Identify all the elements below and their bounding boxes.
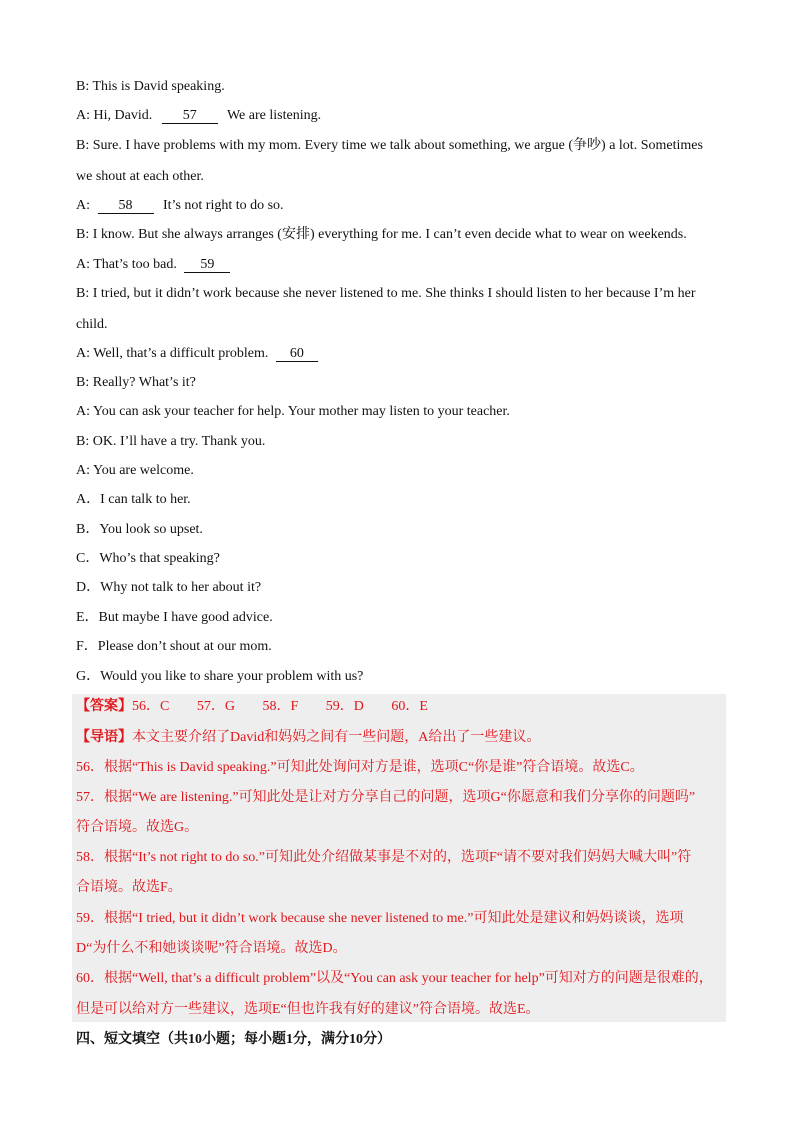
dialogue-text: child. [76, 317, 108, 332]
option-d: D．Why not talk to her about it? [76, 580, 262, 595]
explanation-line: 58．根据“It’s not right to do so.”可知此处介绍做某事是不对的，选项F“请不要对我们妈妈大喊大叫”符 [76, 850, 692, 865]
answer-item: 59．D [325, 699, 364, 714]
speaker: B: [76, 434, 90, 449]
explanation-line: D“为什么不和她谈谈呢”符合语境。故选D。 [76, 941, 347, 956]
speaker: B: [76, 286, 90, 301]
speaker: B: [76, 375, 90, 390]
dialogue-line [76, 107, 740, 125]
explanation-line: 但是可以给对方一些建议，选项E“但也许我有好的建议”符合语境。故选E。 [76, 1002, 540, 1017]
answer-item: 60．E [391, 699, 428, 714]
guide-tag: 【导语】 [76, 730, 132, 745]
dialogue-text: I tried, but it didn’t work because she never listened to me. She thinks I should listen to her because I’m her [92, 286, 696, 301]
speaker: B: [76, 79, 90, 94]
dialogue-text: This is David speaking. [92, 79, 225, 94]
dialogue-line [76, 226, 740, 244]
dialogue-line [76, 78, 740, 96]
option-g: G．Would you like to share your problem with us? [76, 669, 364, 684]
blank-57[interactable]: 57 [162, 108, 218, 124]
explanation-line: 60．根据“Well, that’s a difficult problem”以及“You can ask your teacher for help”可知对方的问题是很难的， [76, 971, 713, 986]
speaker: A: [76, 198, 90, 213]
speaker: A: [76, 404, 90, 419]
speaker: B: [76, 227, 90, 242]
blank-59[interactable]: 59 [184, 257, 230, 273]
dialogue-text: You are welcome. [92, 463, 194, 478]
dialogue-text: Well, that’s a difficult problem. [93, 346, 269, 361]
speaker: A: [76, 108, 90, 123]
dialogue-text: Really? What’s it? [92, 375, 196, 390]
answer-item: 58．F [262, 699, 299, 714]
speaker: B: [76, 138, 90, 153]
option-a: A．I can talk to her. [76, 492, 191, 507]
answer-item: 56．C [132, 699, 170, 714]
explanation-line: 56．根据“This is David speaking.”可知此处询问对方是谁，选项C“你是谁”符合语境。故选C。 [76, 760, 644, 775]
dialogue-text: That’s too bad. [93, 257, 177, 272]
guide-line [76, 729, 740, 747]
dialogue-line [76, 137, 740, 155]
dialogue-line [76, 345, 740, 363]
explanation-line: 符合语境。故选G。 [76, 820, 199, 835]
speaker: A: [76, 346, 90, 361]
dialogue-text: It’s not right to do so. [163, 198, 284, 213]
dialogue-line [76, 256, 740, 274]
explanation-line: 合语境。故选F。 [76, 880, 182, 895]
dialogue-text: OK. I’ll have a try. Thank you. [92, 434, 266, 449]
speaker: A: [76, 257, 90, 272]
answer-item: 57．G [196, 699, 235, 714]
answer-tag: 【答案】 [76, 699, 132, 714]
dialogue-text: Sure. I have problems with my mom. Every time we talk about something, we argue (争吵) a lot. Sometimes [92, 138, 703, 153]
option-b: B．You look so upset. [76, 522, 203, 537]
dialogue-line [76, 374, 740, 392]
option-e: E．But maybe I have good advice. [76, 610, 273, 625]
guide-text: 本文主要介绍了David和妈妈之间有一些问题，A给出了一些建议。 [132, 730, 541, 745]
blank-60[interactable]: 60 [276, 346, 318, 362]
speaker: A: [76, 463, 90, 478]
dialogue-line [76, 316, 740, 334]
dialogue-line [76, 433, 740, 451]
dialogue-text: We are listening. [226, 108, 322, 123]
dialogue-text: You can ask your teacher for help. Your mother may listen to your teacher. [92, 404, 510, 419]
dialogue-line [76, 462, 740, 480]
explanation-line: 59．根据“I tried, but it didn’t work because she never listened to me.”可知此处是建议和妈妈谈谈，选项 [76, 911, 684, 926]
dialogue-text: Hi, David. [93, 108, 153, 123]
blank-58[interactable]: 58 [98, 198, 154, 214]
dialogue-line [76, 285, 740, 303]
dialogue-line [76, 168, 740, 186]
dialogue-text: we shout at each other. [76, 169, 204, 184]
option-f: F．Please don’t shout at our mom. [76, 639, 272, 654]
explanation-line: 57．根据“We are listening.”可知此处是让对方分享自己的问题，选项G“你愿意和我们分享你的问题吗” [76, 790, 696, 805]
section-heading: 四、短文填空（共10小题；每小题1分，满分10分） [76, 1032, 391, 1047]
dialogue-line [76, 197, 740, 215]
answer-line [76, 698, 740, 716]
dialogue-line [76, 403, 740, 421]
option-c: C．Who’s that speaking? [76, 551, 220, 566]
dialogue-text: I know. But she always arranges (安排) everything for me. I can’t even decide what to wear on weekends. [92, 227, 687, 242]
